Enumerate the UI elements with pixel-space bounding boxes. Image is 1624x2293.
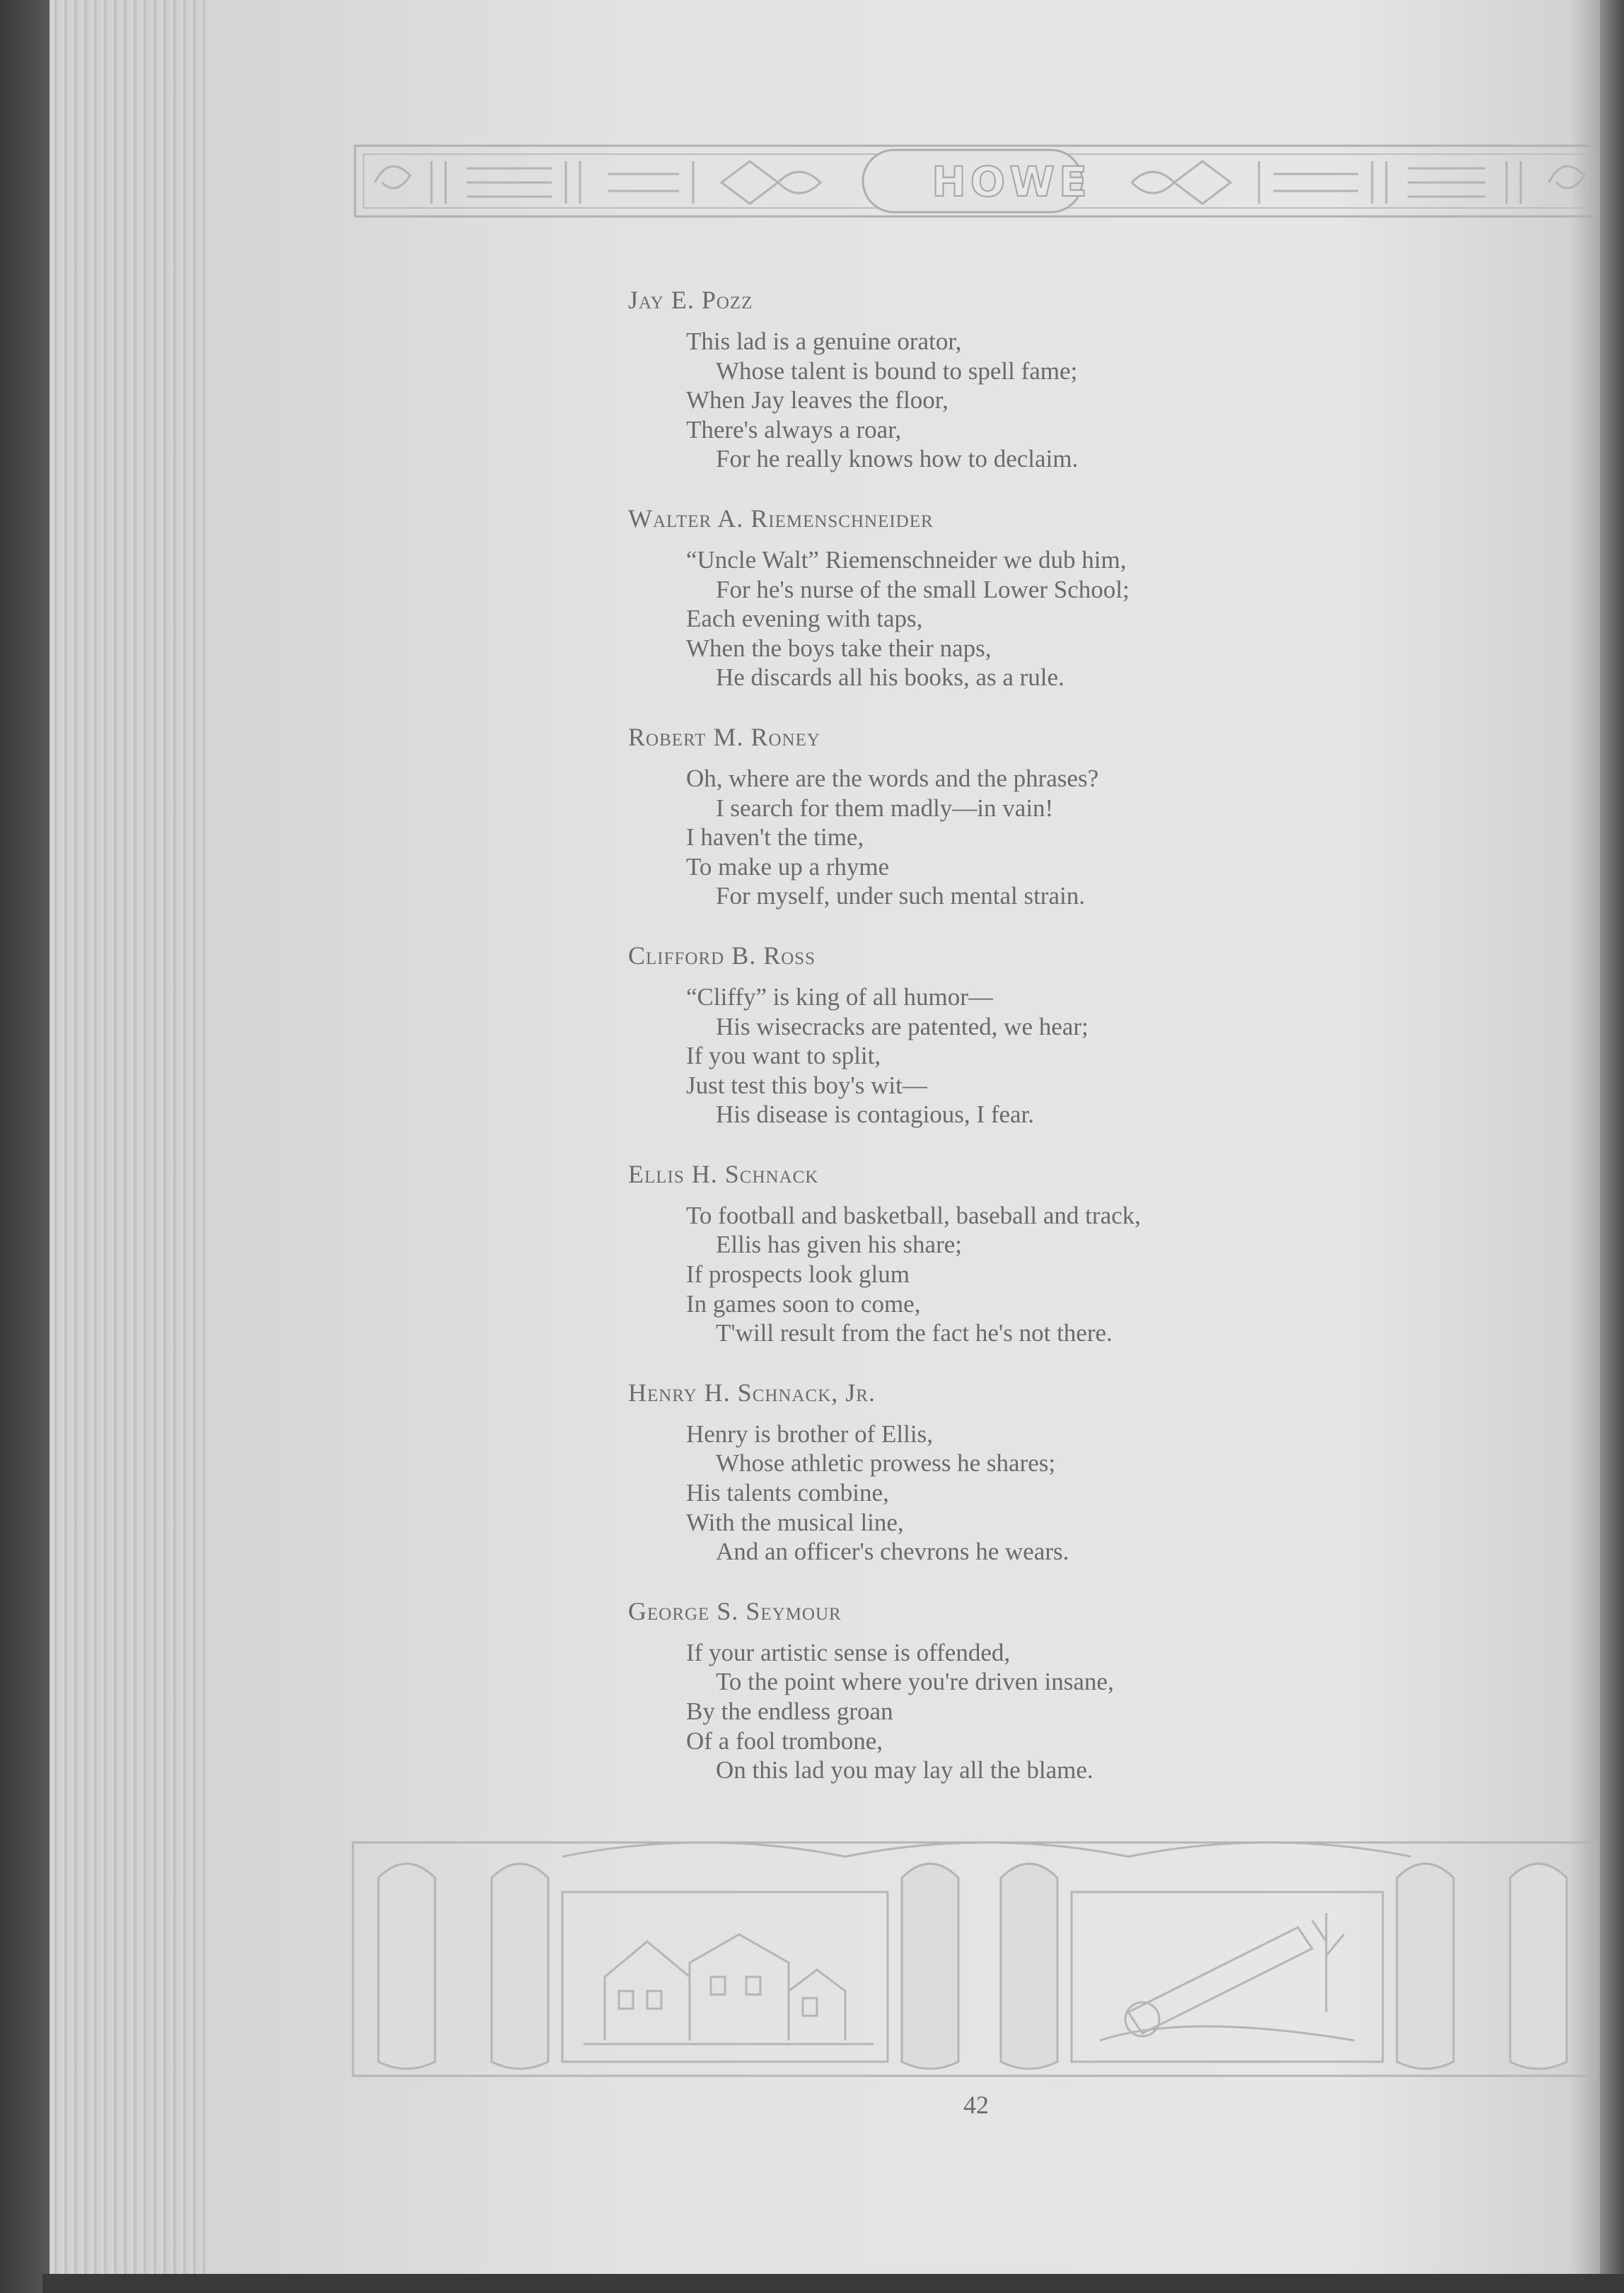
poem-line: For myself, under such mental strain. (716, 882, 1085, 910)
footer-illustration (350, 1828, 1599, 2083)
book-binding (0, 0, 50, 2293)
poem-line: Each evening with taps, (686, 605, 923, 633)
poem-line: His wisecracks are patented, we hear; (716, 1012, 1089, 1040)
poem-line: To the point where you're driven insane, (716, 1668, 1114, 1696)
poem-line: In games soon to come, (686, 1289, 921, 1318)
poem-line: Whose athletic prowess he shares; (716, 1449, 1056, 1478)
entry-name: Henry H. Schnack, Jr. (628, 1378, 876, 1407)
entry-name: Clifford B. Ross (628, 941, 816, 970)
poem-line: This lad is a genuine orator, (686, 327, 962, 355)
poem-line: Ellis has given his share; (716, 1231, 963, 1259)
poem-line: If your artistic sense is offended, (686, 1638, 1011, 1666)
poem-list (628, 281, 1335, 1811)
poem-line: There's always a roar, (686, 415, 902, 443)
poem-line: He discards all his books, as a rule. (716, 663, 1065, 692)
footer-banner (350, 1828, 1599, 2083)
entry-name: Jay E. Pozz (628, 286, 753, 314)
poem-line: I haven't the time, (686, 823, 864, 852)
poem-line: Of a fool trombone, (686, 1726, 883, 1755)
poem-line: With the musical line, (686, 1508, 904, 1536)
poem-line: When the boys take their naps, (686, 634, 992, 662)
poem-line: To football and basketball, baseball and track, (686, 1201, 1141, 1229)
poem-line: His disease is contagious, I fear. (716, 1101, 1035, 1129)
poem-line: Whose talent is bound to spell fame; (716, 356, 1078, 385)
right-edge-shadow (1600, 0, 1624, 2293)
bottom-edge-shadow (42, 2274, 1624, 2293)
poem-line: For he's nurse of the small Lower School; (716, 575, 1130, 603)
poem-entry (628, 1374, 1335, 1567)
poem-line: For he really knows how to declaim. (716, 445, 1079, 473)
poem-line: “Cliffy” is king of all humor— (686, 982, 993, 1011)
header-title: HOWE (932, 158, 1091, 206)
poem-entry (628, 937, 1335, 1130)
poem-line: When Jay leaves the floor, (686, 386, 949, 414)
entry-name: Walter A. Riemenschneider (628, 504, 934, 533)
poem-line: Just test this boy's wit— (686, 1071, 927, 1099)
poem-entry (628, 281, 1335, 474)
page-edges (50, 0, 212, 2293)
poem-line: And an officer's chevrons he wears. (716, 1538, 1069, 1566)
poem-line: Henry is brother of Ellis, (686, 1420, 933, 1448)
poem-entry (628, 1156, 1335, 1348)
entry-name: George S. Seymour (628, 1596, 842, 1625)
poem-line: If you want to split, (686, 1042, 881, 1070)
poem-line: “Uncle Walt” Riemenschneider we dub him, (686, 545, 1127, 574)
entry-name: Ellis H. Schnack (628, 1159, 819, 1188)
header-banner (354, 140, 1599, 224)
entry-name: Robert M. Roney (628, 722, 820, 751)
page-number: 42 (963, 2091, 989, 2119)
poem-entry (628, 500, 1335, 692)
poem-line: If prospects look glum (686, 1260, 910, 1289)
poem-line: His talents combine, (686, 1479, 889, 1507)
poem-line: By the endless groan (686, 1697, 893, 1725)
poem-line: To make up a rhyme (686, 852, 890, 881)
poem-entry (628, 1593, 1335, 1785)
poem-line: I search for them madly—in vain! (716, 794, 1054, 822)
poem-line: Oh, where are the words and the phrases? (686, 764, 1099, 792)
poem-line: On this lad you may lay all the blame. (716, 1756, 1094, 1784)
poem-line: T'will result from the fact he's not there. (716, 1319, 1113, 1347)
poem-entry (628, 719, 1335, 911)
